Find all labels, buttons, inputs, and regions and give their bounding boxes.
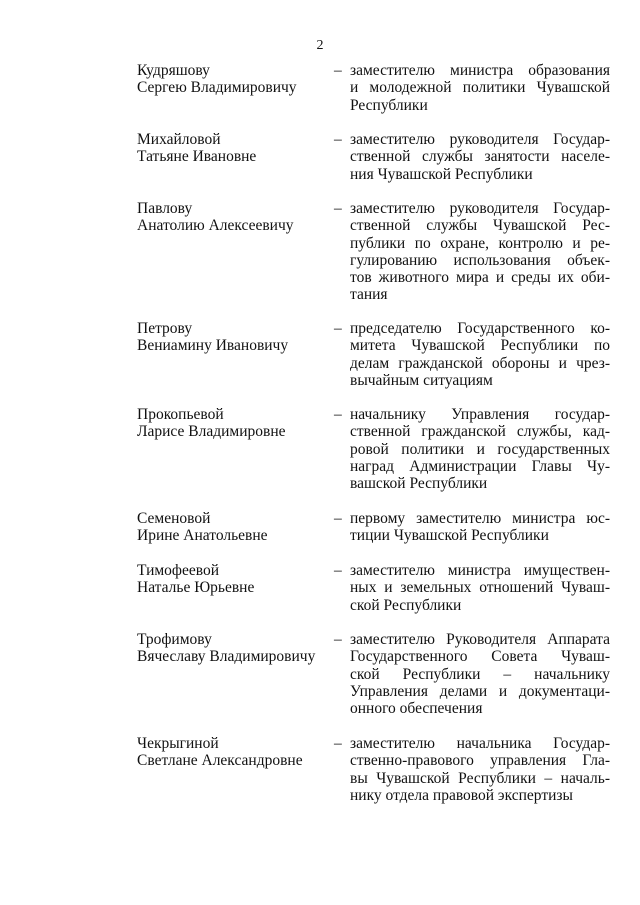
person-name (137, 62, 322, 97)
person-name (137, 200, 322, 235)
dash-separator: – (334, 562, 342, 579)
person-name (137, 406, 322, 441)
person-surname: Тимофеевой (137, 562, 219, 579)
position-line: начальнику Управления государ- (350, 406, 610, 423)
position-line: заместителю Руководителя Аппарата (350, 631, 610, 648)
dash-separator: – (334, 406, 342, 423)
position-line: онного обеспечения (350, 700, 483, 718)
position-line: Государственного Совета Чуваш- (350, 648, 610, 666)
position-line: митета Чувашской Республики по (350, 337, 610, 355)
position-line: делам гражданской обороны и чрез- (350, 354, 610, 372)
person-name (137, 562, 322, 597)
position-line: ственно-правового управления Гла- (350, 752, 610, 770)
position-line: председателю Государственного ко- (350, 320, 610, 337)
position-line: тов животного мира и среды их оби- (350, 269, 610, 287)
position-line: ственной службы занятости населе- (350, 148, 610, 166)
position-description (350, 562, 610, 614)
person-given-name: Наталье Юрьевне (137, 579, 255, 597)
position-line: Республики (350, 96, 428, 114)
position-line: заместителю начальника Государ- (350, 735, 610, 752)
position-line: ственной службы Чувашской Рес- (350, 217, 610, 235)
position-description (350, 131, 610, 183)
position-line: ния Чувашской Республики (350, 165, 533, 183)
position-description (350, 320, 610, 389)
position-line: тиции Чувашской Республики (350, 527, 549, 545)
position-line: гулированию использования объек- (350, 251, 610, 269)
person-name (137, 735, 322, 770)
person-given-name: Татьяне Ивановне (137, 148, 257, 166)
person-surname: Прокопьевой (137, 406, 224, 423)
person-given-name: Вениамину Ивановичу (137, 337, 289, 355)
position-line: тания (350, 286, 388, 304)
position-line: первому заместителю министра юс- (350, 510, 610, 527)
position-description (350, 510, 610, 545)
position-line: заместителю руководителя Государ- (350, 200, 610, 217)
person-surname: Михайловой (137, 131, 221, 148)
position-description (350, 631, 610, 717)
dash-separator: – (334, 631, 342, 648)
dash-separator: – (334, 735, 342, 752)
position-line: вы Чувашской Республики – началь- (350, 769, 610, 787)
person-surname: Павлову (137, 200, 193, 217)
dash-separator: – (334, 131, 342, 148)
position-line: нику отдела правовой экспертизы (350, 786, 573, 804)
person-given-name: Светлане Александровне (137, 752, 303, 770)
person-given-name: Ларисе Владимировне (137, 423, 286, 441)
position-line: Управления делами и документаци- (350, 682, 610, 700)
person-name (137, 510, 322, 545)
position-line: ственной гражданской службы, кад- (350, 423, 610, 441)
position-line: и молодежной политики Чувашской (350, 79, 610, 97)
person-surname: Кудряшову (137, 62, 210, 79)
position-line: заместителю министра образования (350, 62, 610, 79)
position-description (350, 406, 610, 492)
position-line: ской Республики – начальнику (350, 665, 610, 683)
person-surname: Семеновой (137, 510, 211, 527)
person-surname: Чекрыгиной (137, 735, 219, 752)
position-line: публики по охране, контролю и ре- (350, 234, 610, 252)
position-line: ровой политики и государственных (350, 440, 610, 458)
dash-separator: – (334, 510, 342, 527)
position-description (350, 200, 610, 304)
dash-separator: – (334, 62, 342, 79)
position-line: ных и земельных отношений Чуваш- (350, 579, 610, 597)
person-name (137, 631, 322, 666)
dash-separator: – (334, 200, 342, 217)
person-name (137, 320, 322, 355)
position-description (350, 735, 610, 804)
position-description (350, 62, 610, 114)
dash-separator: – (334, 320, 342, 337)
person-surname: Трофимову (137, 631, 212, 648)
person-given-name: Вячеславу Владимировичу (137, 648, 316, 666)
page-number: 2 (316, 38, 324, 53)
person-given-name: Анатолию Алексеевичу (137, 217, 294, 235)
position-line: ской Республики (350, 596, 462, 614)
person-surname: Петрову (137, 320, 193, 337)
position-line: наград Администрации Главы Чу- (350, 457, 610, 475)
person-name (137, 131, 322, 166)
position-line: вычайным ситуациям (350, 371, 493, 389)
person-given-name: Сергею Владимировичу (137, 79, 297, 97)
position-line: вашской Республики (350, 475, 488, 493)
person-given-name: Ирине Анатольевне (137, 527, 268, 545)
position-line: заместителю руководителя Государ- (350, 131, 610, 148)
position-line: заместителю министра имуществен- (350, 562, 610, 579)
